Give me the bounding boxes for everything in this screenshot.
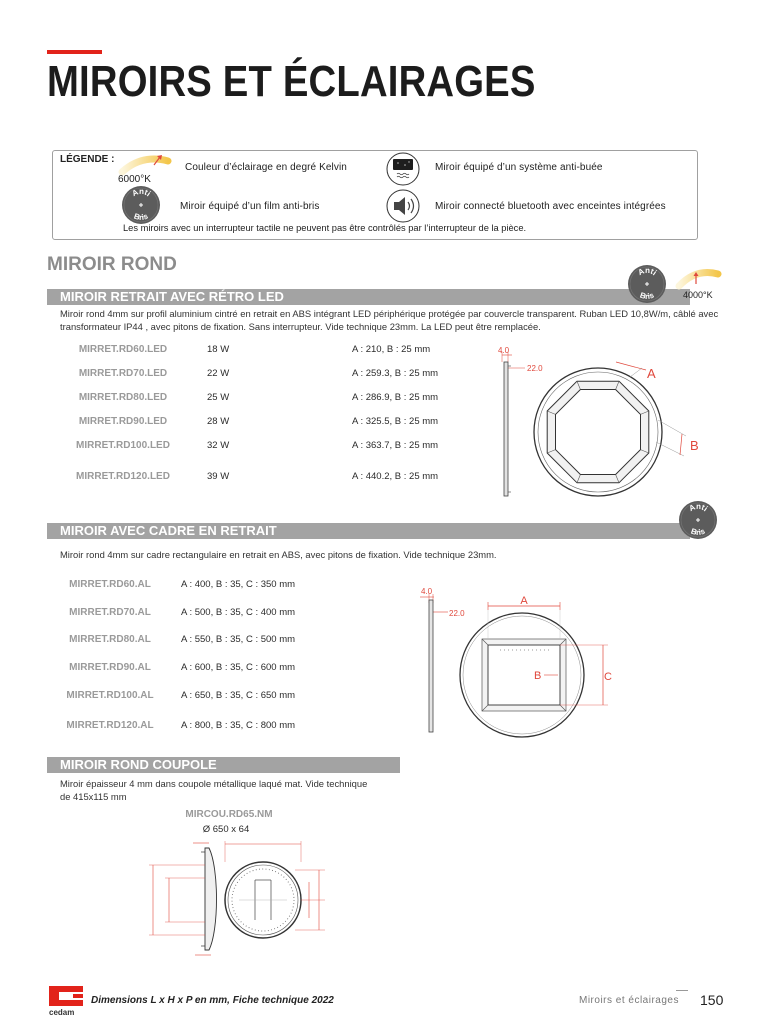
svg-text:C: C bbox=[604, 671, 612, 683]
product-ref: MIRRET.RD90.AL bbox=[69, 662, 151, 673]
svg-text:A: A bbox=[520, 595, 528, 607]
technical-drawing-dome-mirror bbox=[135, 838, 335, 960]
product-dimensions: A : 325.5, B : 25 mm bbox=[352, 416, 439, 427]
product-dimensions: Ø 650 x 64 bbox=[202, 824, 250, 835]
kelvin-temperature-icon bbox=[674, 262, 722, 302]
product-ref: MIRRET.RD120.LED bbox=[76, 471, 170, 482]
bluetooth-speaker-icon bbox=[386, 189, 420, 223]
svg-text:B: B bbox=[690, 438, 699, 453]
product-dimensions: A : 800, B : 35, C : 800 mm bbox=[181, 720, 296, 731]
footer-note: Dimensions L x H x P en mm, Fiche technique 2022 bbox=[91, 995, 334, 1006]
svg-text:A: A bbox=[647, 366, 656, 381]
product-ref: MIRRET.RD100.LED bbox=[76, 440, 170, 451]
anti-fog-icon bbox=[386, 152, 420, 186]
svg-text:Bris: Bris bbox=[132, 211, 150, 223]
section-title-bar: MIROIR RETRAIT AVEC RÉTRO LED bbox=[47, 289, 690, 305]
svg-text:4.0: 4.0 bbox=[498, 346, 510, 355]
section-description: Miroir épaisseur 4 mm dans coupole métallique laqué mat. Vide technique de 415x115 mm bbox=[60, 778, 368, 802]
product-dimensions: A : 210, B : 25 mm bbox=[352, 344, 431, 355]
product-dimensions: A : 500, B : 35, C : 400 mm bbox=[181, 607, 296, 618]
svg-text:cedam: cedam bbox=[49, 1008, 75, 1017]
product-dimensions: A : 363.7, B : 25 mm bbox=[352, 440, 439, 451]
kelvin-temperature-icon bbox=[116, 152, 172, 184]
svg-text:Anti: Anti bbox=[687, 501, 710, 514]
product-ref: MIRRET.RD70.LED bbox=[78, 368, 168, 379]
section-description: Miroir rond 4mm sur cadre rectangulaire en retrait en ABS, avec pitons de fixation. Vide technique 23mm. bbox=[60, 549, 497, 560]
product-dimensions: A : 600, B : 35, C : 600 mm bbox=[181, 662, 296, 673]
product-ref: MIRRET.RD60.AL bbox=[69, 579, 151, 590]
legend-antibris-text: Miroir équipé d’un film anti-bris bbox=[180, 201, 320, 212]
product-dimensions: A : 440.2, B : 25 mm bbox=[352, 471, 439, 482]
technical-drawing-retro-led bbox=[470, 340, 710, 505]
svg-text:4.0: 4.0 bbox=[421, 587, 433, 596]
legend-note: Les miroirs avec un interrupteur tactile ne peuvent pas être contrôlés par l’interrupteur de la pièce. bbox=[123, 223, 527, 233]
svg-text:6000°K: 6000°K bbox=[118, 174, 151, 184]
product-ref: MIRRET.RD90.LED bbox=[78, 416, 168, 427]
product-power: 22 W bbox=[207, 368, 230, 379]
legend-kelvin-text: Couleur d’éclairage en degré Kelvin bbox=[185, 162, 347, 173]
product-ref: MIRRET.RD70.AL bbox=[69, 607, 151, 618]
product-dimensions: A : 550, B : 35, C : 500 mm bbox=[181, 634, 296, 645]
anti-shatter-icon bbox=[678, 500, 718, 540]
legend-antifog-text: Miroir équipé d’un système anti-buée bbox=[435, 162, 603, 173]
product-dimensions: A : 259.3, B : 25 mm bbox=[352, 368, 439, 379]
section-description: Miroir rond 4mm sur profil aluminium cintré en retrait en ABS intégrant LED périphérique protégée par couvercle transparent. Ruban LED 10,8W/m, câblé avec transformateur IP44 , avec pitons de fixation. Sans interrupteur. Vide technique 23mm. La LED peut être remplacée. bbox=[60, 308, 719, 332]
footer-chapter: Miroirs et éclairages bbox=[579, 995, 679, 1006]
footer-divider bbox=[676, 990, 688, 991]
legend-bluetooth-text: Miroir connecté bluetooth avec enceintes intégrées bbox=[435, 201, 666, 212]
legend-box bbox=[52, 150, 698, 240]
section-title-bar: MIROIR AVEC CADRE EN RETRAIT bbox=[47, 523, 690, 539]
product-dimensions: A : 286.9, B : 25 mm bbox=[352, 392, 439, 403]
product-dimensions: A : 400, B : 35, C : 350 mm bbox=[181, 579, 296, 590]
svg-text:Anti: Anti bbox=[636, 265, 659, 278]
product-ref: MIRRET.RD80.LED bbox=[78, 392, 168, 403]
technical-drawing-recessed-frame bbox=[400, 583, 620, 739]
product-power: 25 W bbox=[207, 392, 230, 403]
svg-text:4000°K: 4000°K bbox=[683, 290, 713, 300]
anti-shatter-icon bbox=[627, 264, 667, 304]
product-ref: MIRCOU.RD65.NM bbox=[185, 809, 273, 820]
svg-text:Bris: Bris bbox=[689, 526, 707, 538]
section-title-bar: MIROIR ROND COUPOLE bbox=[47, 757, 400, 773]
product-ref: MIRRET.RD100.AL bbox=[66, 690, 154, 701]
page-title: MIROIRS ET ÉCLAIRAGES bbox=[47, 57, 536, 106]
title-accent-bar bbox=[47, 50, 102, 54]
product-power: 32 W bbox=[207, 440, 230, 451]
product-power: 28 W bbox=[207, 416, 230, 427]
product-power: 18 W bbox=[207, 344, 230, 355]
svg-text:Anti: Anti bbox=[130, 186, 153, 199]
product-ref: MIRRET.RD60.LED bbox=[78, 344, 168, 355]
product-ref: MIRRET.RD120.AL bbox=[66, 720, 154, 731]
svg-text:22.0: 22.0 bbox=[527, 364, 543, 373]
brand-logo bbox=[47, 984, 89, 1018]
page-number: 150 bbox=[700, 992, 724, 1008]
product-ref: MIRRET.RD80.AL bbox=[69, 634, 151, 645]
category-title: MIROIR ROND bbox=[47, 254, 177, 275]
legend-label: LÉGENDE : bbox=[60, 154, 115, 165]
product-dimensions: A : 650, B : 35, C : 650 mm bbox=[181, 690, 296, 701]
svg-text:Bris: Bris bbox=[638, 290, 656, 302]
anti-shatter-icon bbox=[121, 185, 161, 225]
svg-text:22.0: 22.0 bbox=[449, 609, 465, 618]
svg-text:B: B bbox=[534, 670, 542, 682]
product-power: 39 W bbox=[207, 471, 230, 482]
